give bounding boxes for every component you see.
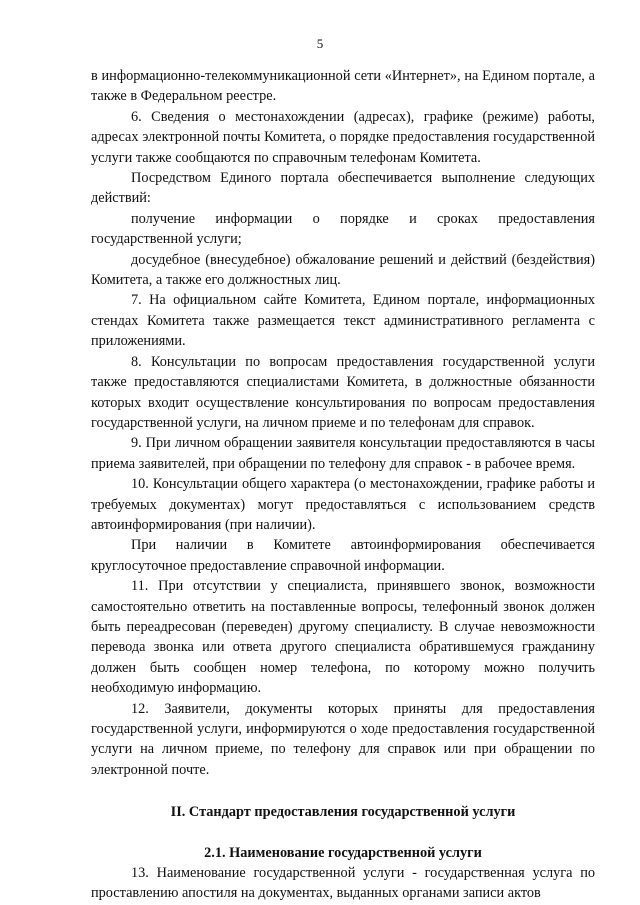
paragraph: досудебное (внесудебное) обжалование решений и действий (бездействия) Комитета, а также его должностных лиц. <box>91 251 595 289</box>
section-heading: II. Стандарт предоставления государственной услуги <box>170 804 516 821</box>
paragraph: 6. Сведения о местонахождении (адресах), графике (режиме) работы, адресах электронной почты Комитета, о порядке предоставления государственной услуги также сообщаются по справочным телефонам Комитета. <box>91 108 595 166</box>
page-number: 5 <box>316 36 324 51</box>
paragraph: Посредством Единого портала обеспечивается выполнение следующих действий: <box>91 170 595 207</box>
document-body <box>91 66 595 904</box>
paragraph: получение информации о порядке и сроках предоставления государственной услуги; <box>91 210 595 248</box>
paragraph: 13. Наименование государственной услуги - государственная услуга по проставлению апостиля на документах, выданных органами записи актов <box>91 865 595 902</box>
paragraph: 10. Консультации общего характера (о местонахождении, графике работы и требуемых документах) могут предоставляться с использованием средств автоинформирования (при наличии). <box>91 476 595 533</box>
paragraph: в информационно-телекоммуникационной сети «Интернет», на Едином портале, а также в Федеральном реестре. <box>91 68 595 105</box>
paragraph: 8. Консультации по вопросам предоставления государственной услуги также предоставляются специалистами Комитета, в должностные обязанности которых входит осуществление консультирования по вопросам предоставления государственной услуги, на личном приеме и по телефонам для справок. <box>91 353 595 431</box>
paragraph-group-top <box>91 66 595 780</box>
paragraph: 12. Заявители, документы которых приняты для предоставления государственной услуги, информируются о ходе предоставления государственной услуги на личном приеме, по телефону для справок или при обращении по электронной почте. <box>91 700 595 778</box>
paragraph: 9. При личном обращении заявителя консультации предоставляются в часы приема заявителей, при обращении по телефону для справок - в рабочее время. <box>91 435 595 472</box>
paragraph-group-bottom <box>91 863 595 904</box>
paragraph: 7. На официальном сайте Комитета, Едином портале, информационных стендах Комитета также размещается текст административного регламента с приложениями. <box>91 292 595 350</box>
paragraph: При наличии в Комитете автоинформирования обеспечивается круглосуточное предоставление справочной информации. <box>91 537 595 574</box>
subsection-heading: 2.1. Наименование государственной услуги <box>204 844 482 861</box>
paragraph: 11. При отсутствии у специалиста, принявшего звонок, возможности самостоятельно ответить на поставленные вопросы, телефонный звонок должен быть переадресован (переведен) другому специалисту. В случае невозможности перевода звонка или ответа другого специалиста обратившемуся гражданину должен быть сообщен номер телефона, по которому можно получить необходимую информацию. <box>91 578 595 697</box>
